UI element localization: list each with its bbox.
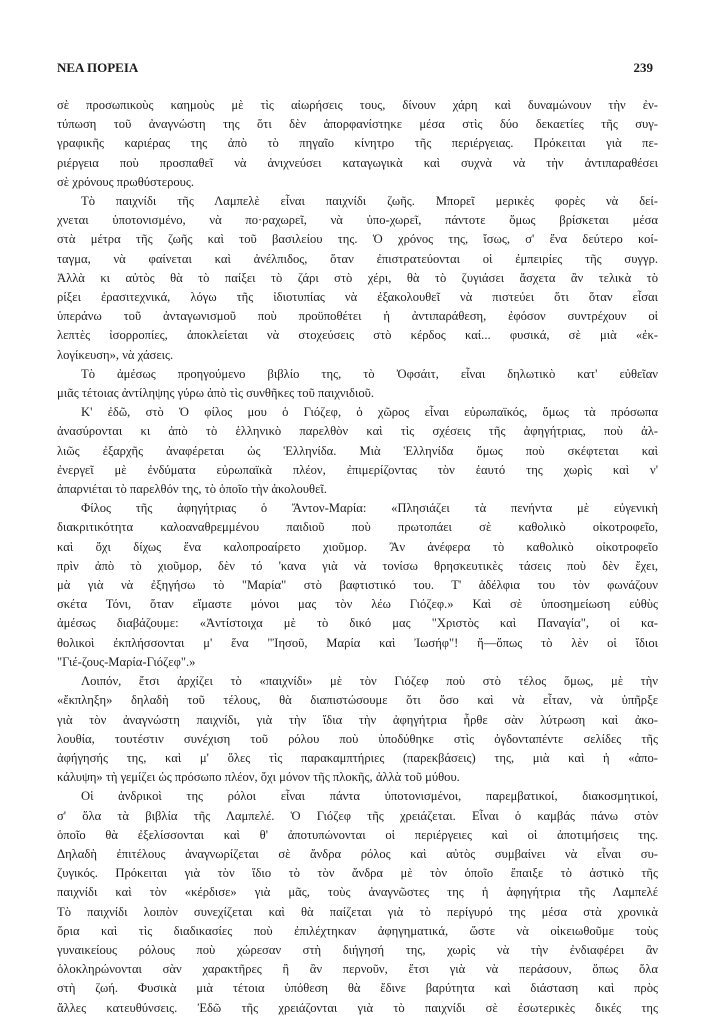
body-text xyxy=(57,96,658,1018)
journal-title: ΝΕΑ ΠΟΡΕΙΑ xyxy=(57,60,139,75)
text-line: ἄλλες κατευθύνσεις. Ἐδῶ τῆς χρειάζονται γιὰ τὸ παιχνίδι σὲ ἐσωτερικὲς δικές της xyxy=(57,1000,658,1015)
text-line: χνεται ὑποτονισμένο, νὰ πο·ραχωρεῖ, νὰ ὑπο-χωρεῖ, πάντοτε ὅμως βρίσκεται μέσα xyxy=(57,213,658,228)
text-line: ἀμέσως διαβάζουμε: «Ἀντίστοιχα μὲ τὸ δικό μας "Χριστὸς καὶ Παναγία", οἱ κα- xyxy=(57,616,658,631)
page-number: 239 xyxy=(633,60,653,75)
text-line: γραφικῆς καριέρας της ἀπὸ τὸ πηγαῖο κίνητρο τῆς περιέργειας. Πρόκειται γιὰ πε- xyxy=(57,136,658,151)
text-line: λεπτὲς ἰσορροπίες, ἀποκλείεται νὰ στοχεύσεις στὸ κέρδος καί... φυσικά, σὲ μιὰ «ἐκ- xyxy=(57,328,658,343)
text-line: ἐνεργεῖ μὲ ἐνδύματα εὐρωπαϊκὰ πλέον, ἐπιμερίζοντας τὸν ἑαυτό της χωρὶς καὶ ν' xyxy=(57,462,658,477)
text-line: Λοιπόν, ἔτσι ἀρχίζει τὸ «παιχνίδι» μὲ τὸν Γιόζεφ ποὺ στὸ τέλος ὅμως, μὲ τὴν xyxy=(81,674,658,689)
text-line: γυναικείους ρόλους ποὺ χώρεσαν στὴ διήγησή της, χωρὶς νὰ τὴν ἐνδιαφέρει ἂν xyxy=(57,942,658,957)
text-line: καὶ ὄχι δίχως ἕνα καλοπροαίρετο χιοῦμορ. Ἂν ἀνέφερα τὸ καθολικὸ οἰκοτροφεῖο xyxy=(57,539,658,554)
text-line: πρὶν ἀπὸ τὸ χιοῦμορ, δὲν τό 'κανα γιὰ νὰ τονίσω θρησκευτικὲς τάσεις ποὺ δὲν ἔχει, xyxy=(57,558,658,573)
text-line: σὲ χρόνους πρωθύστερους. xyxy=(57,174,195,189)
text-line: ὁποῖο θὰ ἐξελίσσονται καὶ θ' ἀποτυπώνονται οἱ περιέργειες καὶ οἱ ἀποτιμήσεις της. xyxy=(57,827,658,842)
text-line: μιᾶς τέτοιας ἀντίληψης γύρω ἀπὸ τὶς συνθῆκες τοῦ παιχνιδιοῦ. xyxy=(57,386,375,401)
text-line: ἀνασύρονται κι ἀπὸ τὸ ἑλληνικὸ παρελθὸν καὶ τὶς σχέσεις τῆς ἀφηγήτριας, ποὺ ἀλ- xyxy=(57,424,658,439)
text-line: Φίλος τῆς ἀφηγήτριας ὁ Ἄντον-Μαρία: «Πλησιάζει τὰ πενήντα μὲ εὐγενικὴ xyxy=(81,501,658,516)
text-line: Τὸ παιχνίδι λοιπὸν συνεχίζεται καὶ θὰ παίζεται γιὰ τὸ περίγυρό της μέσα στὰ χρονικὰ xyxy=(57,904,658,919)
text-line: διακριτικότητα καλοαναθρεμμένου παιδιοῦ ποὺ πρωτοπάει σὲ καθολικὸ οἰκοτροφεῖο, xyxy=(57,520,658,535)
text-line: ὁλοκληρώνονται σὰν χαρακτῆρες ἢ ἂν περνοῦν, ἔτσι γιὰ νὰ περάσουν, ὅπως ὅλα xyxy=(57,962,658,977)
text-line: ὅρια καὶ τὶς διαδικασίες ποὺ ἐπιλέχτηκαν ἀφηγηματικά, ὥστε νὰ οἰκειωθοῦμε τοὺς xyxy=(57,923,658,938)
text-line: στὴ ζωή. Φυσικὰ μιὰ τέτοια ὑπόθεση θὰ ἔδινε βαρύτητα καὶ διάσταση καὶ πρὸς xyxy=(57,981,658,996)
text-line: ριέργεια ποὺ προσπαθεῖ νὰ ἀνιχνεύσει καταγωγικὰ καὶ συχνὰ νὰ τὴν ἀντιπαραθέσει xyxy=(57,155,658,170)
running-head xyxy=(57,60,653,78)
text-line: λουθία, τουτέστιν συνέχιση τοῦ ρόλου ποὺ ὑποδύθηκε στὶς ὀγδονταπέντε σελίδες τῆς xyxy=(57,731,658,746)
text-line: λιῶς ἐξαρχῆς ἀναφέρεται ὡς Ἑλληνίδα. Μιὰ Ἑλληνίδα ὅμως ποὺ σκέφτεται καὶ xyxy=(57,443,658,458)
text-line: Δηλαδὴ ἐπιτέλους ἀναγνωρίζεται σὲ ἄνδρα ρόλος καὶ αὐτὸς συμβαίνει νὰ εἶναι συ- xyxy=(57,846,658,861)
text-line: ρίξει ἐρασιτεχνικά, λόγω τῆς ἰδιοτυπίας νὰ ἐξακολουθεῖ νὰ πιστεύει ὅτι ὅταν εἶσαι xyxy=(57,290,658,305)
text-line: Κ' ἐδῶ, στὸ Ὁ φίλος μου ὁ Γιόζεφ, ὁ χῶρος εἶναι εὐρωπαϊκός, ὅμως τὰ πρόσωπα xyxy=(81,405,658,420)
text-line: κάλυψη» τὴ γεμίζει ὡς πρόσωπο πλέον, ὄχι μόνον τῆς πλοκῆς, ἀλλὰ τοῦ μύθου. xyxy=(57,770,460,785)
text-line: Οἱ ἀνδρικοὶ της ρόλοι εἶναι πάντα ὑποτονισμένοι, παρεμβατικοί, διακοσμητικοί, xyxy=(81,789,658,804)
text-line: στὰ μέτρα τῆς ζωῆς καὶ τοῦ βασιλείου της. Ὁ χρόνος της, ἴσως, σ' ἕνα δεύτερο κοί- xyxy=(57,232,658,247)
text-line: ἀφήγησής της, καὶ μ' ὅλες τὶς παρακαμπτήριες (παρεκβάσεις) της, μιὰ καὶ ἡ «ἀπο- xyxy=(57,750,658,765)
text-line: παιχνίδι καὶ τὸν «κέρδισε» γιὰ μᾶς, τοὺς ἀναγνῶστες της ἡ ἀφηγήτρια τῆς Λαμπελέ xyxy=(57,885,658,900)
text-line: σὲ προσωπικοὺς καημοὺς μὲ τὶς αἰωρήσεις τους, δίνουν χάρη καὶ δυναμώνουν τὴν ἐν- xyxy=(57,98,658,112)
text-line: λογίκευση», νὰ χάσεις. xyxy=(57,347,174,362)
text-line: ὑπεράνω τοῦ ἀνταγωνισμοῦ ποὺ προϋποθέτει ἡ ἀντιπαράθεση, ἐφόσον συντρέχουν οἱ xyxy=(57,309,658,324)
text-line: «ἔκπληξη» δηλαδὴ τοῦ τέλους, θὰ διαπιστώσουμε ὅτι ὅσο καὶ νὰ εἶταν, νὰ ὑπῆρξε xyxy=(57,693,658,708)
text-line: Τὸ ἀμέσως προηγούμενο βιβλίο της, τὸ Ὀφσάιτ, εἶναι δηλωτικὸ κατ' εὐθεῖαν xyxy=(81,366,658,381)
text-line: "Γιέ-ζους-Μαρία-Γιόζεφ".» xyxy=(57,654,196,669)
text-line: σκέτα Τόνι, ὅταν εἴμαστε μόνοι μας τὸν λέω Γιόζεφ.» Καὶ σὲ ὑποσημείωση εὐθὺς xyxy=(57,597,658,612)
text-line: ζυγικός. Πρόκειται γιὰ τὸν ἴδιο τὸ τὸν ἄνδρα μὲ τὸν ὁποῖο ἔπαιξε τὸ ἀστικὸ τῆς xyxy=(57,866,658,881)
text-line: μὰ γιὰ νὰ ἐξηγήσω τὸ "Μαρία" στὸ βαφτιστικό του. Τ' ἀδέλφια του τὸν φωνάζουν xyxy=(57,578,658,593)
text-line: Ἀλλὰ κι αὐτὸς θὰ τὸ παίξει τὸ ζάρι στὸ χέρι, θὰ τὸ ζυγιάσει ἄσχετα ἂν τελικὰ τὸ xyxy=(57,270,658,285)
text-line: γιὰ τὸν ἀναγνώστη παιχνίδι, γιὰ τὴν ἴδια τὴν ἀφηγήτρια ἦρθε σὰν λύτρωση καὶ ἀκο- xyxy=(57,712,658,727)
text-line: Τὸ παιχνίδι τῆς Λαμπελὲ εἶναι παιχνίδι ζωῆς. Μπορεῖ μερικὲς φορὲς νὰ δεί- xyxy=(81,194,658,209)
text-line: σ' ὅλα τὰ βιβλία τῆς Λαμπελέ. Ὁ Γιόζεφ τῆς χρειάζεται. Εἶναι ὁ καμβάς πάνω στὸν xyxy=(57,808,658,823)
text-line: ἀπαρνιέται τὸ παρελθόν της, τὸ ὁποῖο τὴν ἀκολουθεῖ. xyxy=(57,482,327,497)
text-line: ταγμα, νὰ φαίνεται καὶ ἀνέλπιδος, ὅταν ἐπιστρατεύονται οἱ ἐμπειρίες τῆς συγγρ. xyxy=(57,251,658,266)
text-line: θολικοὶ ἐκπλήσσονται μ' ἕνα "Ἰησοῦ, Μαρία καὶ Ἰωσήφ"! ἤ—ὅπως τὸ λὲν οἱ ἴδιοι xyxy=(57,635,658,650)
text-line: τύπωση τοῦ ἀναγνώστη της ὅτι δὲν ἀπορφανίστηκε μέσα στὶς δύο δεκαετίες τῆς συγ- xyxy=(57,117,658,132)
